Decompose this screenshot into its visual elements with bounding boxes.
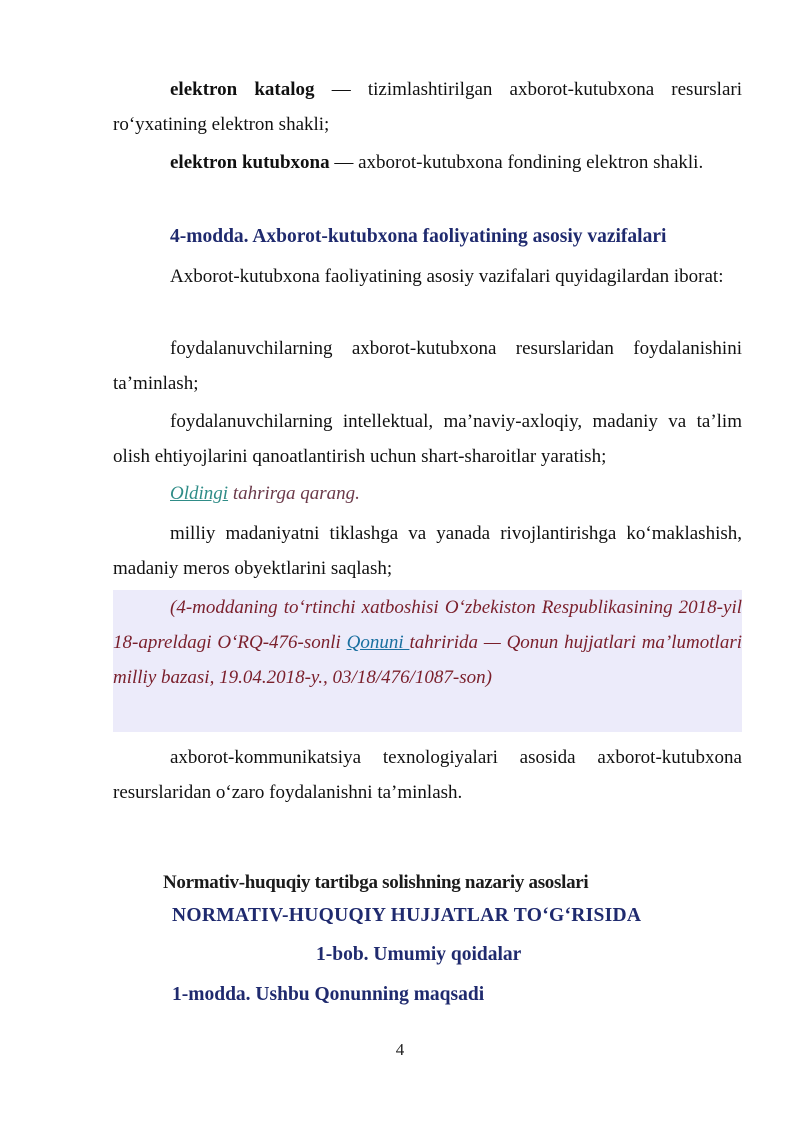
amendment-note-text-after: tahririda — Qonun hujjatlari ma’lumotlari milliy bazasi, 19.04.2018-y., 03/18/476/1087-son)	[113, 632, 742, 688]
definition-electronic-catalog	[113, 72, 742, 142]
article-4-heading: 4-modda. Axborot-kutubxona faoliyatining asosiy vazifalari	[170, 226, 667, 247]
article-4-item-3: milliy madaniyatni tiklashga va yanada rivojlantirishga ko‘maklashish, madaniy meros obyektlarini saqlash;	[113, 523, 742, 579]
article-4-item-4: axborot-kommunikatsiya texnologiyalari asosida axborot-kutubxona resurslaridan o‘zaro foydalanishni ta’minlash.	[113, 747, 742, 803]
article-4-item-2: foydalanuvchilarning intellektual, ma’naviy-axloqiy, madaniy va ta’lim olish ehtiyojlarini qanoatlantirish uchun shart-sharoitlar yaratish;	[113, 411, 742, 467]
term-electronic-catalog: elektron katalog	[170, 79, 315, 100]
document-title: NORMATIV-HUQUQIY HUJJATLAR TO‘G‘RISIDA	[172, 905, 642, 926]
article-4-intro: Axborot-kutubxona faoliyatining asosiy vazifalari quyidagilardan iborat:	[170, 266, 724, 287]
article-4-item-1: foydalanuvchilarning axborot-kutubxona resurslaridan foydalanishini ta’minlash;	[113, 338, 742, 394]
term-electronic-library: elektron kutubxona	[170, 152, 330, 173]
definition-electronic-library	[113, 145, 742, 180]
previous-edition-text: tahrirga qarang.	[228, 483, 360, 504]
chapter-title: 1-bob. Umumiy qoidalar	[316, 944, 522, 965]
previous-edition-note	[113, 476, 742, 511]
definition-text-library: — axborot-kutubxona fondining elektron shakli.	[329, 152, 704, 173]
article-1-heading: 1-modda. Ushbu Qonunning maqsadi	[172, 984, 485, 1005]
definition-text-catalog: — tizimlashtirilgan axborot-kutubxona resurslari ro‘yxatining elektron shakli;	[113, 79, 742, 135]
previous-edition-link[interactable]: Oldingi	[170, 483, 229, 504]
amendment-note-text-before: (4-moddaning to‘rtinchi xatboshisi O‘zbekiston Respublikasining 2018-yil 18-apreldagi O‘RQ-476-sonli	[113, 597, 742, 653]
law-link[interactable]: Qonuni	[346, 632, 410, 653]
page-number: 4	[395, 1040, 405, 1059]
section-title: Normativ-huquqiy tartibga solishning nazariy asoslari	[163, 872, 589, 893]
amendment-note	[113, 590, 742, 695]
